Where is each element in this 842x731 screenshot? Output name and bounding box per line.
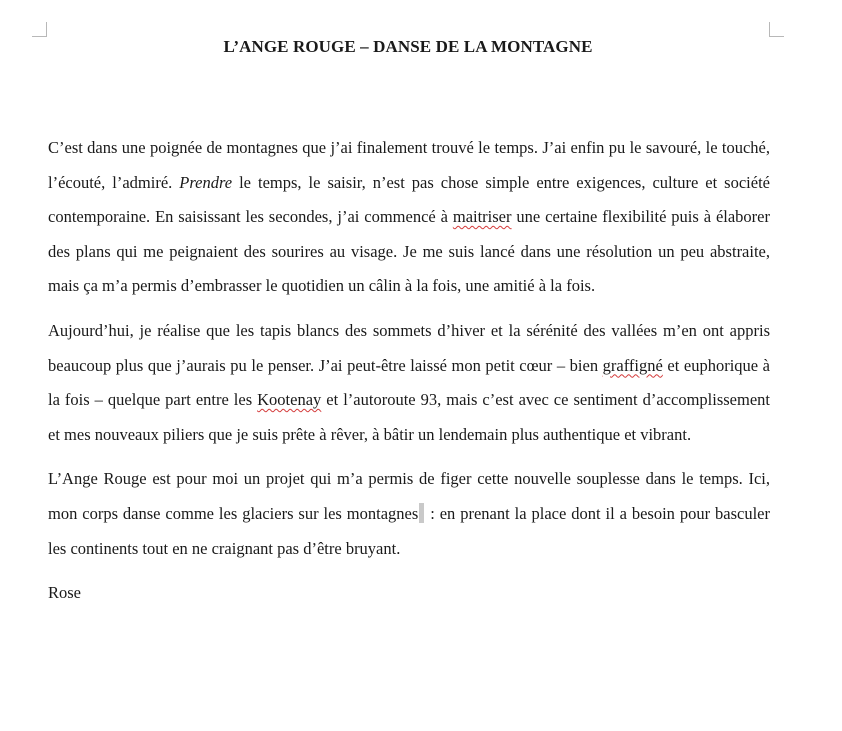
margin-corner-top-left bbox=[32, 22, 47, 37]
document-title: L’ANGE ROUGE – DANSE DE LA MONTAGNE bbox=[223, 37, 593, 56]
paragraph-1-text-c: une certaine flexibilité puis à élaborer des plans qui me peignaient des sourires au visage. Je me suis lancé dans une résolution un peu abstraite, mais ça m’a permis d’embrasser le quotidien un câlin à la fois, une amitié à la fois. bbox=[48, 207, 770, 296]
signature: Rose bbox=[48, 583, 81, 603]
paragraph-2-text-b: et euphorique à la fois – quelque part entre les bbox=[48, 355, 770, 410]
paragraph-2 bbox=[48, 314, 770, 452]
paragraph-2-text-c: et l’autoroute 93, mais c’est avec ce sentiment d’accomplissement et mes nouveaux piliers que je suis prête à rêver, à bâtir un lendemain plus authentique et vibrant. bbox=[48, 390, 770, 444]
spellcheck-word-kootenay[interactable]: Kootenay bbox=[257, 390, 322, 410]
paragraph-3-text-a: L’Ange Rouge est pour moi un projet qui m’a permis de figer cette nouvelle souplesse dans le temps. Ici, mon corps danse comme les glaciers sur les montagnes bbox=[48, 469, 770, 523]
paragraph-3-text-b: : en prenant la place dont il a besoin pour basculer les continents tout en ne craignant pas d’être bruyant. bbox=[48, 503, 770, 558]
spellcheck-word-maitriser[interactable]: maitriser bbox=[452, 207, 512, 227]
paragraph-2-text-a: Aujourd’hui, je réalise que les tapis blancs des sommets d’hiver et la sérénité des vallées m’en ont appris beaucoup plus que j’aurais pu le penser. J’ai peut-être laissé mon petit cœur – bien bbox=[48, 320, 770, 375]
document-body[interactable] bbox=[48, 131, 770, 611]
spellcheck-word-graffigne[interactable]: graffigné bbox=[602, 355, 663, 375]
paragraph-1 bbox=[48, 131, 770, 304]
margin-corner-top-right bbox=[769, 22, 784, 37]
paragraph-1-text-b: le temps, le saisir, n’est pas chose simple entre exigences, culture et société contemporaine. En saisissant les secondes, j’ai commencé à bbox=[48, 172, 770, 227]
emphasis-prendre: Prendre bbox=[179, 172, 233, 192]
paragraph-3 bbox=[48, 462, 770, 566]
text-cursor-highlight bbox=[419, 503, 424, 523]
paragraph-1-text-a: C’est dans une poignée de montagnes que j’ai finalement trouvé le temps. J’ai enfin pu le savouré, le touché, l’écouté, l’admiré. bbox=[48, 138, 770, 192]
